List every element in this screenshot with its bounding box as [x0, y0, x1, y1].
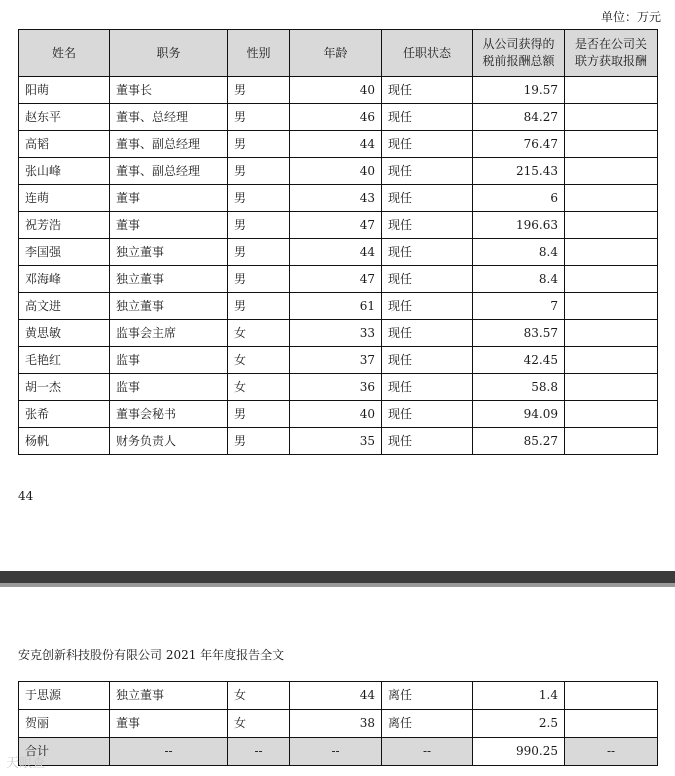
cell-age: 36: [290, 374, 382, 401]
cell-related: [565, 239, 658, 266]
page-separator-shadow: [0, 583, 675, 587]
cell-gender: 男: [228, 158, 290, 185]
table-row: [19, 293, 658, 320]
cell-position: 董事长: [110, 77, 228, 104]
cell-age: 44: [290, 131, 382, 158]
cell-name: 张山峰: [19, 158, 110, 185]
cell-gender: 男: [228, 428, 290, 455]
cell-age: 35: [290, 428, 382, 455]
cell-related: [565, 158, 658, 185]
cell-position: 独立董事: [110, 682, 228, 710]
cell-pay: 7: [473, 293, 565, 320]
table-row: [19, 77, 658, 104]
cell-gender: 男: [228, 293, 290, 320]
cell-status: 现任: [382, 401, 473, 428]
cell-position: 独立董事: [110, 239, 228, 266]
table-body-page2: [19, 682, 658, 766]
cell-name: 连萌: [19, 185, 110, 212]
cell-status: 现任: [382, 158, 473, 185]
cell-name: 阳萌: [19, 77, 110, 104]
table-row: [19, 266, 658, 293]
cell-name: 张希: [19, 401, 110, 428]
cell-name: 高文进: [19, 293, 110, 320]
cell-pay: 8.4: [473, 239, 565, 266]
cell-related: [565, 347, 658, 374]
cell-age: 46: [290, 104, 382, 131]
cell-pay: 58.8: [473, 374, 565, 401]
cell-age: 44: [290, 682, 382, 710]
compensation-table: [18, 29, 658, 455]
cell-position: 董事、总经理: [110, 104, 228, 131]
cell-pay: 42.45: [473, 347, 565, 374]
col-header-gender: 性别: [228, 30, 290, 77]
cell-name: 祝芳浩: [19, 212, 110, 239]
cell-age: 37: [290, 347, 382, 374]
cell-status: 现任: [382, 77, 473, 104]
cell-related: [565, 212, 658, 239]
cell-position: 董事会秘书: [110, 401, 228, 428]
cell-pay: 196.63: [473, 212, 565, 239]
unit-label: 单位：万元: [600, 10, 661, 24]
table-row: [19, 374, 658, 401]
table-row: [19, 428, 658, 455]
table-row: [19, 131, 658, 158]
compensation-table-continued: [18, 681, 658, 766]
cell-status: 离任: [382, 710, 473, 738]
cell-age: 47: [290, 212, 382, 239]
cell-age: 61: [290, 293, 382, 320]
cell-gender: 男: [228, 77, 290, 104]
cell-related: [565, 266, 658, 293]
cell-status: 现任: [382, 104, 473, 131]
table-row: [19, 185, 658, 212]
table-row: [19, 682, 658, 710]
cell-gender: 女: [228, 374, 290, 401]
cell-name: 贺丽: [19, 710, 110, 738]
cell-position: 监事会主席: [110, 320, 228, 347]
cell-name: 杨帆: [19, 428, 110, 455]
table-row: [19, 239, 658, 266]
cell-related: [565, 374, 658, 401]
cell-pay: 94.09: [473, 401, 565, 428]
cell-status: 现任: [382, 131, 473, 158]
cell-position: 董事: [110, 212, 228, 239]
cell-age: 33: [290, 320, 382, 347]
cell-status: 现任: [382, 320, 473, 347]
cell-status: 离任: [382, 682, 473, 710]
cell-position: 财务负责人: [110, 428, 228, 455]
cell-age: 38: [290, 710, 382, 738]
cell-related: [565, 104, 658, 131]
total-cell-age: --: [290, 738, 382, 766]
cell-status: 现任: [382, 293, 473, 320]
cell-status: 现任: [382, 347, 473, 374]
cell-age: 44: [290, 239, 382, 266]
table-row: [19, 347, 658, 374]
cell-related: [565, 131, 658, 158]
cell-related: [565, 710, 658, 738]
total-cell-position: --: [110, 738, 228, 766]
cell-name: 赵东平: [19, 104, 110, 131]
cell-gender: 女: [228, 347, 290, 374]
col-header-status: 任职状态: [382, 30, 473, 77]
cell-age: 40: [290, 401, 382, 428]
table-header-row: [19, 30, 658, 77]
cell-gender: 男: [228, 266, 290, 293]
cell-position: 董事: [110, 185, 228, 212]
watermark-text: 天眼查: [6, 756, 46, 771]
table-row: [19, 158, 658, 185]
cell-gender: 女: [228, 682, 290, 710]
cell-related: [565, 682, 658, 710]
cell-related: [565, 293, 658, 320]
col-header-pay: 从公司获得的税前报酬总额: [473, 30, 565, 77]
total-cell-status: --: [382, 738, 473, 766]
cell-pay: 84.27: [473, 104, 565, 131]
cell-name: 黄思敏: [19, 320, 110, 347]
cell-related: [565, 77, 658, 104]
cell-pay: 19.57: [473, 77, 565, 104]
col-header-name: 姓名: [19, 30, 110, 77]
cell-age: 47: [290, 266, 382, 293]
cell-name: 李国强: [19, 239, 110, 266]
cell-related: [565, 320, 658, 347]
cell-pay: 83.57: [473, 320, 565, 347]
total-cell-gender: --: [228, 738, 290, 766]
table-row: [19, 401, 658, 428]
col-header-related: 是否在公司关联方获取报酬: [565, 30, 658, 77]
col-header-position: 职务: [110, 30, 228, 77]
cell-gender: 女: [228, 710, 290, 738]
cell-position: 董事、副总经理: [110, 131, 228, 158]
cell-age: 40: [290, 77, 382, 104]
page-separator: [0, 571, 675, 583]
cell-position: 董事: [110, 710, 228, 738]
cell-gender: 女: [228, 320, 290, 347]
cell-position: 董事、副总经理: [110, 158, 228, 185]
cell-gender: 男: [228, 239, 290, 266]
total-cell-pay: 990.25: [473, 738, 565, 766]
cell-name: 于思源: [19, 682, 110, 710]
col-header-age: 年龄: [290, 30, 382, 77]
cell-position: 独立董事: [110, 293, 228, 320]
cell-related: [565, 428, 658, 455]
cell-pay: 1.4: [473, 682, 565, 710]
cell-related: [565, 401, 658, 428]
table-row: [19, 710, 658, 738]
cell-status: 现任: [382, 239, 473, 266]
cell-position: 监事: [110, 347, 228, 374]
table-row: [19, 320, 658, 347]
cell-position: 独立董事: [110, 266, 228, 293]
cell-name: 毛艳红: [19, 347, 110, 374]
table-row: [19, 104, 658, 131]
cell-name: 邓海峰: [19, 266, 110, 293]
total-cell-name: 合计: [19, 738, 110, 766]
table-row: [19, 212, 658, 239]
total-cell-related: --: [565, 738, 658, 766]
cell-pay: 85.27: [473, 428, 565, 455]
page-number: 44: [18, 489, 34, 503]
cell-position: 监事: [110, 374, 228, 401]
cell-age: 43: [290, 185, 382, 212]
cell-pay: 76.47: [473, 131, 565, 158]
cell-pay: 8.4: [473, 266, 565, 293]
cell-name: 高韬: [19, 131, 110, 158]
cell-pay: 2.5: [473, 710, 565, 738]
cell-status: 现任: [382, 428, 473, 455]
cell-gender: 男: [228, 401, 290, 428]
table-body-page1: [19, 77, 658, 455]
cell-name: 胡一杰: [19, 374, 110, 401]
cell-status: 现任: [382, 212, 473, 239]
cell-gender: 男: [228, 212, 290, 239]
total-row: [19, 738, 658, 766]
cell-status: 现任: [382, 185, 473, 212]
cell-status: 现任: [382, 266, 473, 293]
cell-gender: 男: [228, 104, 290, 131]
cell-gender: 男: [228, 185, 290, 212]
cell-related: [565, 185, 658, 212]
cell-pay: 6: [473, 185, 565, 212]
cell-pay: 215.43: [473, 158, 565, 185]
cell-gender: 男: [228, 131, 290, 158]
cell-status: 现任: [382, 374, 473, 401]
report-header-title: 安克创新科技股份有限公司 2021 年年度报告全文: [18, 648, 285, 662]
cell-age: 40: [290, 158, 382, 185]
